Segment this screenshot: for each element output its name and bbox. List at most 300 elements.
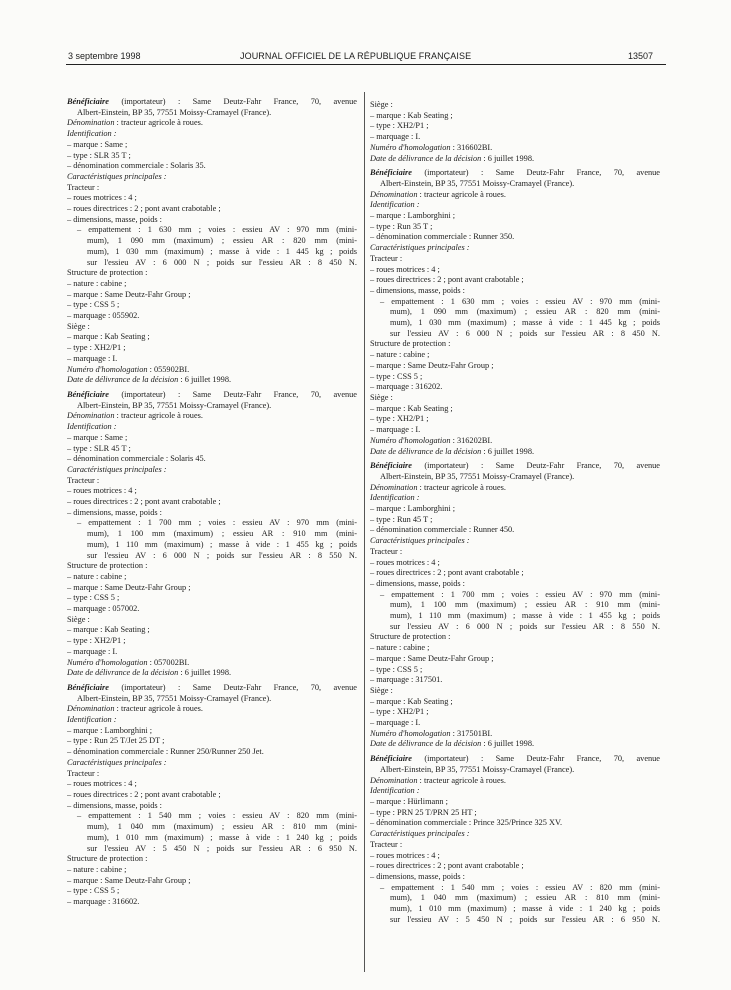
text-line [67, 268, 357, 279]
text-line [67, 704, 357, 715]
text-line [67, 236, 357, 247]
line-text: mum), 1 100 mm (maximum) ; essieu AR : 910 mm (mini- [390, 600, 660, 610]
line-text: – type : Run 25 T/Jet 25 DT ; [67, 736, 165, 746]
text-line [67, 433, 357, 444]
text-line [370, 776, 660, 787]
field-label: Identification : [370, 493, 420, 503]
field-label: Date de délivrance de la décision [370, 153, 482, 163]
line-text: – marque : Same Deutz-Fahr Group ; [67, 289, 191, 299]
line-text: – marque : Same Deutz-Fahr Group ; [370, 360, 494, 370]
text-line [370, 200, 660, 211]
line-text: – marque : Same Deutz-Fahr Group ; [67, 582, 191, 592]
text-line [67, 332, 357, 343]
line-text: Tracteur : [370, 253, 403, 263]
text-line [370, 121, 660, 132]
line-text: – type : XH2/P1 ; [370, 414, 429, 424]
field-label: Caractéristiques principales : [370, 536, 470, 546]
field-value: : tracteur agricole à roues. [417, 775, 506, 785]
line-text: – type : SLR 35 T ; [67, 150, 131, 160]
text-line [67, 215, 357, 226]
text-line [67, 529, 357, 540]
text-line [67, 454, 357, 465]
line-text: – dimensions, masse, poids : [370, 578, 465, 588]
field-value: (importateur) : Same Deutz-Fahr France, 70, avenue [108, 389, 357, 399]
text-line [370, 168, 660, 179]
line-text: – type : SLR 45 T ; [67, 443, 131, 453]
line-text: – marquage : I. [370, 132, 421, 142]
text-line [67, 497, 357, 508]
field-value: : tracteur agricole à roues. [114, 704, 203, 714]
field-label: Numéro d'homologation [67, 657, 148, 667]
line-text: – marque : Lamborghini ; [370, 504, 456, 514]
field-value: (importateur) : Same Deutz-Fahr France, 70, avenue [108, 682, 357, 692]
text-line [370, 447, 660, 458]
line-text: – marque : Lamborghini ; [67, 725, 153, 735]
field-label: Numéro d'homologation [67, 364, 148, 374]
text-column-right [370, 100, 660, 925]
line-text: – roues directrices : 2 ; pont avant crabotable ; [67, 204, 221, 214]
line-text: – dimensions, masse, poids : [67, 507, 162, 517]
line-text: – type : Run 35 T ; [370, 221, 433, 231]
text-line [370, 154, 660, 165]
text-line [370, 643, 660, 654]
line-text: Structure de protection : [370, 339, 451, 349]
text-line [67, 465, 357, 476]
line-text: mum), 1 040 mm (maximum) ; essieu AR : 810 mm (mini- [87, 822, 357, 832]
text-line [370, 265, 660, 276]
line-text: – marquage : 057002. [67, 604, 140, 614]
text-line [67, 694, 357, 705]
text-line [67, 779, 357, 790]
text-line [67, 518, 357, 529]
line-text: – dénomination commerciale : Solaris 35. [67, 161, 206, 171]
line-text: – nature : cabine ; [67, 278, 127, 288]
text-line [370, 675, 660, 686]
text-line [370, 254, 660, 265]
text-line [370, 493, 660, 504]
line-text: – marque : Same ; [67, 432, 128, 442]
line-text: mum), 1 010 mm (maximum) ; masse à vide : 1 240 kg ; poids [87, 832, 357, 842]
line-text: Tracteur : [67, 182, 100, 192]
entry-heading: Bénéficiaire [67, 682, 109, 692]
header-journal-title: JOURNAL OFFICIEL DE LA RÉPUBLIQUE FRANÇAISE [240, 51, 472, 61]
line-text: – roues motrices : 4 ; [370, 557, 440, 567]
text-line [370, 558, 660, 569]
line-text: Tracteur : [67, 475, 100, 485]
text-line [67, 365, 357, 376]
text-line [67, 204, 357, 215]
text-line [67, 897, 357, 908]
field-label: Dénomination [370, 775, 418, 785]
text-line [370, 818, 660, 829]
line-text: – empattement : 1 630 mm ; voies : essieu AV : 970 mm (mini- [380, 296, 660, 306]
line-text: sur l'essieu AV : 6 000 N ; poids sur l'essieu AR : 8 450 N. [87, 257, 357, 267]
line-text: – marque : Same ; [67, 139, 128, 149]
text-line [370, 100, 660, 111]
line-text: – marquage : 317501. [370, 675, 443, 685]
text-line [67, 476, 357, 487]
text-line [370, 483, 660, 494]
field-value: : 6 juillet 1998. [481, 446, 535, 456]
field-value: (importateur) : Same Deutz-Fahr France, 70, avenue [411, 461, 660, 471]
text-line [67, 508, 357, 519]
text-line [67, 736, 357, 747]
text-line [370, 872, 660, 883]
text-line [370, 436, 660, 447]
field-label: Dénomination [67, 411, 115, 421]
line-text: mum), 1 090 mm (maximum) ; essieu AR : 820 mm (mini- [390, 307, 660, 317]
text-line [67, 97, 357, 108]
line-text: – type : CSS 5 ; [67, 300, 120, 310]
text-line [67, 193, 357, 204]
field-label: Date de délivrance de la décision [67, 668, 179, 678]
line-text: – type : XH2/P1 ; [370, 707, 429, 717]
field-value: : 316202BI. [450, 435, 493, 445]
line-text: mum), 1 030 mm (maximum) ; masse à vide : 1 445 kg ; poids [390, 318, 660, 328]
line-text: – empattement : 1 540 mm ; voies : essieu AV : 820 mm (mini- [380, 882, 660, 892]
text-line [370, 361, 660, 372]
text-line [67, 668, 357, 679]
line-text: – marquage : I. [67, 646, 118, 656]
text-line [370, 579, 660, 590]
line-text: – dénomination commerciale : Prince 325/Prince 325 XV. [370, 818, 563, 828]
text-line [370, 883, 660, 894]
text-line [370, 307, 660, 318]
line-text: – roues directrices : 2 ; pont avant crabotable ; [67, 790, 221, 799]
text-line [67, 615, 357, 626]
field-label: Identification : [370, 786, 420, 796]
text-line [67, 151, 357, 162]
text-line [67, 108, 357, 119]
field-label: Caractéristiques principales : [67, 171, 167, 181]
line-text: – empattement : 1 630 mm ; voies : essieu AV : 970 mm (mini- [77, 225, 357, 235]
line-text: Albert-Einstein, BP 35, 77551 Moissy-Cramayel (France). [77, 400, 272, 410]
line-text: sur l'essieu AV : 6 000 N ; poids sur l'essieu AR : 8 450 N. [390, 328, 660, 338]
text-line [67, 300, 357, 311]
line-text: Albert-Einstein, BP 35, 77551 Moissy-Cramayel (France). [380, 178, 575, 188]
line-text: mum), 1 100 mm (maximum) ; essieu AR : 910 mm (mini- [87, 529, 357, 539]
text-line [370, 339, 660, 350]
text-line [67, 118, 357, 129]
field-value: (importateur) : Same Deutz-Fahr France, 70, avenue [411, 168, 660, 178]
line-text: – type : CSS 5 ; [370, 371, 423, 381]
field-label: Date de délivrance de la décision [370, 739, 482, 749]
line-text: mum), 1 010 mm (maximum) ; masse à vide : 1 240 kg ; poids [390, 904, 660, 914]
line-text: – dimensions, masse, poids : [67, 800, 162, 810]
line-text: – empattement : 1 540 mm ; voies : essieu AV : 820 mm (mini- [77, 811, 357, 821]
text-line [370, 568, 660, 579]
line-text: – empattement : 1 700 mm ; voies : essieu AV : 970 mm (mini- [380, 589, 660, 599]
text-line [67, 636, 357, 647]
text-line [370, 504, 660, 515]
line-text: – nature : cabine ; [370, 643, 430, 653]
text-line [370, 414, 660, 425]
text-line [67, 422, 357, 433]
text-line [67, 572, 357, 583]
line-text: – type : PRN 25 T/PRN 25 HT ; [370, 807, 477, 817]
line-text: Tracteur : [370, 546, 403, 556]
text-line [370, 808, 660, 819]
text-line [370, 665, 660, 676]
line-text: – dénomination commerciale : Runner 250/Runner 250 Jet. [67, 747, 264, 757]
field-label: Numéro d'homologation [370, 142, 451, 152]
text-line [67, 715, 357, 726]
line-text: – roues motrices : 4 ; [370, 264, 440, 274]
text-line [370, 786, 660, 797]
text-line [67, 790, 357, 801]
entry-heading: Bénéficiaire [370, 461, 412, 471]
header-page-number: 13507 [628, 51, 654, 61]
field-label: Identification : [370, 200, 420, 210]
text-line [67, 247, 357, 258]
text-line [67, 290, 357, 301]
text-line [67, 811, 357, 822]
field-value: : 6 juillet 1998. [481, 153, 535, 163]
text-line [370, 275, 660, 286]
text-line [370, 765, 660, 776]
line-text: – nature : cabine ; [67, 571, 127, 581]
field-value: : 316602BI. [450, 142, 493, 152]
text-line [67, 540, 357, 551]
line-text: Albert-Einstein, BP 35, 77551 Moissy-Cramayel (France). [77, 107, 272, 117]
line-text: – roues directrices : 2 ; pont avant crabotable ; [370, 275, 524, 285]
text-line [370, 829, 660, 840]
text-line [67, 279, 357, 290]
line-text: sur l'essieu AV : 6 000 N ; poids sur l'essieu AR : 8 550 N. [87, 550, 357, 560]
line-text: – roues directrices : 2 ; pont avant crabotable ; [370, 568, 524, 578]
field-value: : 6 juillet 1998. [481, 739, 535, 749]
text-line [370, 611, 660, 622]
text-line [67, 769, 357, 780]
text-line [370, 893, 660, 904]
line-text: Structure de protection : [67, 561, 148, 571]
text-line [370, 393, 660, 404]
entry-heading: Bénéficiaire [370, 168, 412, 178]
line-text: Siège : [67, 321, 90, 331]
text-line [370, 697, 660, 708]
text-line [370, 372, 660, 383]
entry-heading: Bénéficiaire [370, 754, 412, 764]
text-column-left [67, 97, 357, 908]
text-line [67, 658, 357, 669]
line-text: – dimensions, masse, poids : [67, 214, 162, 224]
text-line [370, 622, 660, 633]
text-line [67, 801, 357, 812]
text-line [370, 547, 660, 558]
text-line [370, 904, 660, 915]
line-text: – marquage : 316602. [67, 897, 140, 907]
text-line [67, 343, 357, 354]
text-line [370, 729, 660, 740]
text-line [370, 350, 660, 361]
line-text: – type : XH2/P1 ; [67, 343, 126, 353]
line-text: mum), 1 110 mm (maximum) ; masse à vide : 1 455 kg ; poids [87, 539, 357, 549]
text-line [67, 161, 357, 172]
line-text: – nature : cabine ; [370, 350, 430, 360]
field-value: : tracteur agricole à roues. [114, 118, 203, 128]
field-label: Date de délivrance de la décision [370, 446, 482, 456]
text-line [370, 707, 660, 718]
field-label: Dénomination [67, 118, 115, 128]
field-label: Dénomination [370, 189, 418, 199]
text-line [67, 561, 357, 572]
text-line [370, 797, 660, 808]
field-value: (importateur) : Same Deutz-Fahr France, 70, avenue [108, 97, 357, 106]
text-line [370, 600, 660, 611]
line-text: Structure de protection : [67, 854, 148, 864]
text-line [67, 322, 357, 333]
line-text: – dimensions, masse, poids : [370, 871, 465, 881]
entry-heading: Bénéficiaire [67, 389, 109, 399]
line-text: Siège : [370, 392, 393, 402]
text-line [67, 401, 357, 412]
field-label: Caractéristiques principales : [67, 757, 167, 767]
text-line [67, 625, 357, 636]
text-line [370, 222, 660, 233]
line-text: – marquage : 316202. [370, 382, 443, 392]
text-line [67, 225, 357, 236]
text-line [370, 525, 660, 536]
text-line [67, 854, 357, 865]
text-line [370, 111, 660, 122]
text-line [67, 683, 357, 694]
text-line [67, 444, 357, 455]
text-line [370, 472, 660, 483]
line-text: Siège : [370, 100, 393, 109]
line-text: – roues motrices : 4 ; [67, 779, 137, 789]
line-text: Albert-Einstein, BP 35, 77551 Moissy-Cramayel (France). [77, 693, 272, 703]
text-line [370, 861, 660, 872]
field-label: Numéro d'homologation [370, 728, 451, 738]
text-line [370, 297, 660, 308]
text-line [67, 822, 357, 833]
text-line [67, 604, 357, 615]
field-value: : 055902BI. [147, 364, 190, 374]
text-line [370, 915, 660, 926]
line-text: mum), 1 090 mm (maximum) ; essieu AR : 820 mm (mini- [87, 236, 357, 246]
line-text: Structure de protection : [67, 268, 148, 278]
text-line [67, 647, 357, 658]
text-line [67, 583, 357, 594]
text-line [370, 461, 660, 472]
line-text: – type : CSS 5 ; [67, 886, 120, 896]
field-value: : 057002BI. [147, 657, 190, 667]
text-line [67, 140, 357, 151]
line-text: – type : Run 45 T ; [370, 514, 433, 524]
text-line [370, 329, 660, 340]
text-line [67, 375, 357, 386]
line-text: Tracteur : [370, 839, 403, 849]
line-text: – marque : Kab Seating ; [370, 403, 453, 413]
field-value: : tracteur agricole à roues. [417, 189, 506, 199]
text-line [67, 172, 357, 183]
field-label: Caractéristiques principales : [370, 243, 470, 253]
text-line [370, 132, 660, 143]
line-text: – marque : Kab Seating ; [370, 696, 453, 706]
line-text: – marque : Hürlimann ; [370, 797, 448, 806]
line-text: mum), 1 040 mm (maximum) ; essieu AR : 810 mm (mini- [390, 893, 660, 903]
line-text: – type : CSS 5 ; [370, 664, 423, 674]
text-line [370, 211, 660, 222]
field-label: Caractéristiques principales : [67, 464, 167, 474]
field-value: : 6 juillet 1998. [178, 668, 232, 678]
text-line [67, 833, 357, 844]
line-text: – type : XH2/P1 ; [67, 636, 126, 646]
line-text: – marque : Kab Seating ; [67, 625, 150, 635]
line-text: – marque : Kab Seating ; [370, 110, 453, 120]
text-line [67, 747, 357, 758]
line-text: – roues directrices : 2 ; pont avant crabotable ; [370, 861, 524, 871]
text-line [370, 318, 660, 329]
line-text: Siège : [67, 614, 90, 624]
field-label: Dénomination [370, 482, 418, 492]
text-line [370, 654, 660, 665]
text-line [370, 179, 660, 190]
line-text: – roues motrices : 4 ; [67, 193, 137, 203]
text-line [67, 876, 357, 887]
column-divider [364, 92, 365, 972]
line-text: mum), 1 110 mm (maximum) ; masse à vide : 1 455 kg ; poids [390, 611, 660, 621]
text-line [67, 311, 357, 322]
field-value: : tracteur agricole à roues. [417, 482, 506, 492]
text-line [67, 844, 357, 855]
line-text: – marquage : I. [67, 353, 118, 363]
field-label: Caractéristiques principales : [370, 829, 470, 839]
field-label: Identification : [67, 715, 117, 725]
line-text: – roues directrices : 2 ; pont avant crabotable ; [67, 497, 221, 507]
line-text: – roues motrices : 4 ; [370, 850, 440, 860]
text-line [67, 865, 357, 876]
line-text: – dénomination commerciale : Solaris 45. [67, 454, 206, 464]
field-value: : 6 juillet 1998. [178, 375, 232, 385]
text-line [370, 515, 660, 526]
text-line [67, 593, 357, 604]
field-value: : 317501BI. [450, 728, 493, 738]
text-line [67, 183, 357, 194]
line-text: – empattement : 1 700 mm ; voies : essieu AV : 970 mm (mini- [77, 518, 357, 528]
field-label: Identification : [67, 422, 117, 432]
line-text: Albert-Einstein, BP 35, 77551 Moissy-Cramayel (France). [380, 764, 575, 774]
text-line [370, 190, 660, 201]
line-text: – marque : Same Deutz-Fahr Group ; [67, 875, 191, 885]
line-text: – dimensions, masse, poids : [370, 285, 465, 295]
field-label: Identification : [67, 129, 117, 139]
text-line [67, 411, 357, 422]
text-line [370, 536, 660, 547]
text-line [370, 382, 660, 393]
text-line [370, 404, 660, 415]
text-line [67, 886, 357, 897]
text-line [370, 143, 660, 154]
line-text: Structure de protection : [370, 632, 451, 642]
line-text: – dénomination commerciale : Runner 450. [370, 525, 515, 535]
text-line [370, 632, 660, 643]
text-line [67, 258, 357, 269]
field-label: Numéro d'homologation [370, 435, 451, 445]
text-line [370, 590, 660, 601]
text-line [370, 232, 660, 243]
header-date: 3 septembre 1998 [68, 51, 141, 61]
text-line [370, 425, 660, 436]
text-line [370, 851, 660, 862]
line-text: sur l'essieu AV : 5 450 N ; poids sur l'essieu AR : 6 950 N. [87, 843, 357, 853]
text-line [67, 551, 357, 562]
line-text: – roues motrices : 4 ; [67, 486, 137, 496]
text-line [67, 390, 357, 401]
field-value: (importateur) : Same Deutz-Fahr France, 70, avenue [411, 754, 660, 764]
field-value: : tracteur agricole à roues. [114, 411, 203, 421]
line-text: Siège : [370, 685, 393, 695]
